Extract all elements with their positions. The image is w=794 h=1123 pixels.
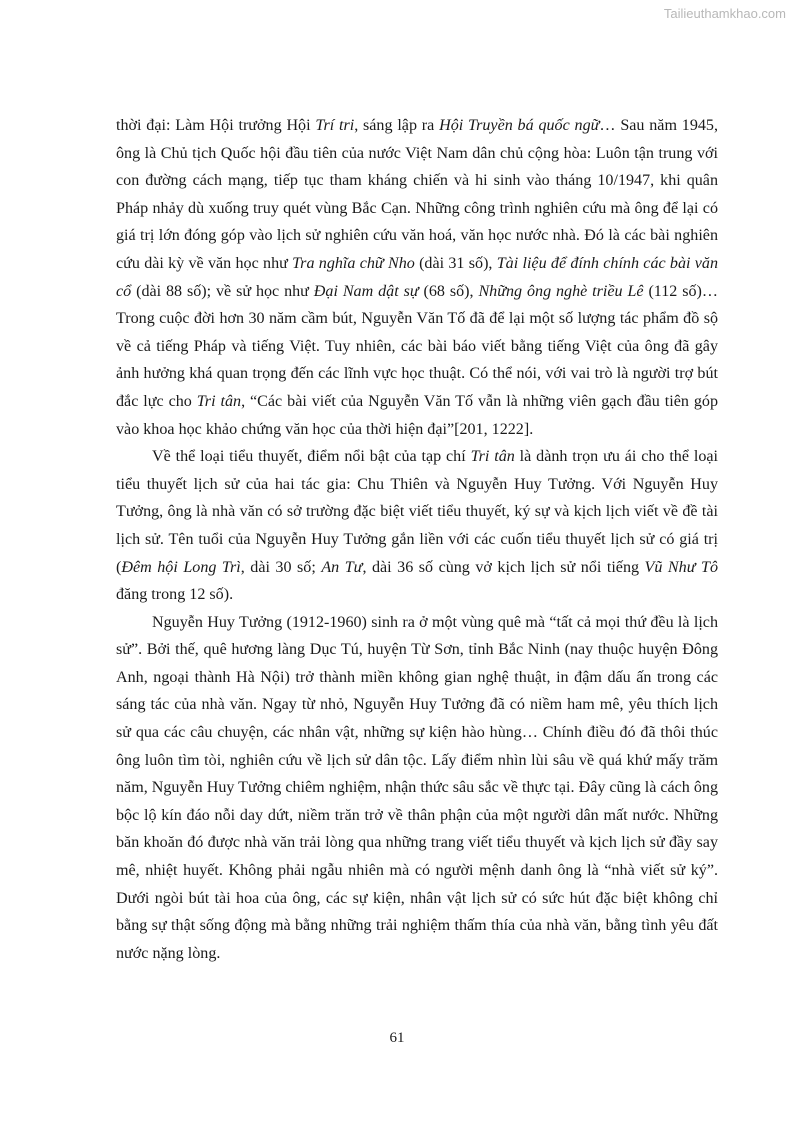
text-run: Nguyễn Huy Tưởng (1912-1960) sinh ra ở một vùng quê mà “tất cả mọi thứ đều là lịch sử”. Bởi thế, quê hương làng Dục Tú, huyện Từ Sơn, tỉnh Bắc Ninh (nay thuộc huyện Đông Anh, ngoại thành Hà Nội) trở thành miền không gian nghệ thuật, in đậm dấu ấn trong các sáng tác của nhà văn. Ngay từ nhỏ, Nguyễn Huy Tưởng đã có niềm ham mê, yêu thích lịch sử qua các câu chuyện, các nhân vật, những sự kiện hào hùng… Chính điều đó đã thôi thúc ông luôn tìm tòi, nghiên cứu về lịch sử dân tộc. Lấy điểm nhìn lùi sâu về quá khứ mấy trăm năm, Nguyễn Huy Tưởng chiêm nghiệm, nhận thức sâu sắc về thực tại. Đây cũng là cách ông bộc lộ kín đáo nỗi day dứt, niềm trăn trở về thân phận của một người dân mất nước. Những băn khoăn đó được nhà văn trải lòng qua những trang viết tiểu thuyết và kịch lịch sử đầy say mê, nhiệt huyết. Không phải ngẫu nhiên mà có người mệnh danh ông là “nhà viết sử ký”. Dưới ngòi bút tài hoa của ông, các sự kiện, nhân vật lịch sử có sức hút đặc biệt không chỉ bằng sự thật sống động mà bằng những trải nghiệm thấm thía của nhà văn, bằng tình yêu đất nước nặng lòng. (116, 613, 718, 962)
paragraph-3 (116, 609, 718, 968)
text-run: … Sau năm 1945, ông là Chủ tịch Quốc hội đầu tiên của nước Việt Nam dân chủ cộng hòa: Luôn tận trung với con đường cách mạng, tiếp tục tham kháng chiến và hi sinh vào tháng 10/1947, khi quân Pháp nhảy dù xuống truy quét vùng Bắc Cạn. Những công trình nghiên cứu mà ông để lại có giá trị lớn đóng góp vào lịch sử nghiên cứu văn hoá, văn học nước nhà. Đó là các bài nghiên cứu dài kỳ về văn học như (116, 117, 718, 272)
text-run: , dài 36 số cùng vở kịch lịch sử nổi tiếng (362, 558, 645, 576)
text-run: (dài 88 số); về sử học như (131, 282, 314, 300)
text-run: , “Các bài viết của Nguyễn Văn Tố vẫn là những viên gạch đầu tiên góp vào khoa học khảo chứng văn học của thời hiện đại”[201, 1222]. (116, 392, 718, 438)
italic-title-run: Hội Truyền bá quốc ngữ (439, 117, 600, 134)
italic-title-run: Tri tân (196, 392, 242, 410)
text-run: , sáng lập ra (354, 117, 440, 134)
italic-title-run: Tài liệu để đính chính các bài văn cổ (116, 254, 718, 300)
text-run: (68 số), (418, 282, 479, 300)
text-run: , dài 30 số; (240, 558, 322, 576)
italic-title-run: Đêm hội Long Trì (121, 558, 241, 576)
italic-title-run: An Tư (321, 558, 363, 576)
watermark-text: Tailieuthamkhao.com (663, 6, 786, 21)
italic-title-run: Đại Nam dật sự (313, 282, 419, 300)
italic-title-run: Trí tri (315, 117, 355, 134)
italic-title-run: Tra nghĩa chữ Nho (292, 254, 415, 272)
text-run: Về thể loại tiểu thuyết, điểm nổi bật của tạp chí (152, 448, 471, 466)
italic-title-run: Những ông nghè triều Lê (478, 282, 644, 300)
text-run: đăng trong 12 số). (116, 586, 234, 604)
paragraph-1 (116, 112, 718, 443)
italic-title-run: Vũ Như Tô (644, 558, 718, 576)
paragraph-2 (116, 443, 718, 609)
text-run: (dài 31 số), (414, 254, 497, 272)
body-text (116, 112, 718, 967)
text-run: (112 số)… Trong cuộc đời hơn 30 năm cầm bút, Nguyễn Văn Tố đã để lại một số lượng tác phẩm đồ sộ về cả tiếng Pháp và tiếng Việt. Tuy nhiên, các bài báo viết bằng tiếng Việt của ông đã gây ảnh hưởng khá quan trọng đến các lĩnh vực học thuật. Có thể nói, với vai trò là người trợ bút đắc lực cho (116, 282, 719, 410)
text-run: là dành trọn ưu ái cho thể loại tiểu thuyết lịch sử của hai tác gia: Chu Thiên và Nguyễn Huy Tưởng. Với Nguyễn Huy Tưởng, ông là nhà văn có sở trường đặc biệt viết tiểu thuyết, ký sự và kịch lịch viết về đề tài lịch sử. Tên tuổi của Nguyễn Huy Tưởng gắn liền với các cuốn tiểu thuyết lịch sử có giá trị ( (116, 448, 718, 576)
italic-title-run: Tri tân (470, 448, 515, 466)
page-number: 61 (389, 1030, 405, 1046)
text-run: thời đại: Làm Hội trưởng Hội (116, 117, 316, 134)
